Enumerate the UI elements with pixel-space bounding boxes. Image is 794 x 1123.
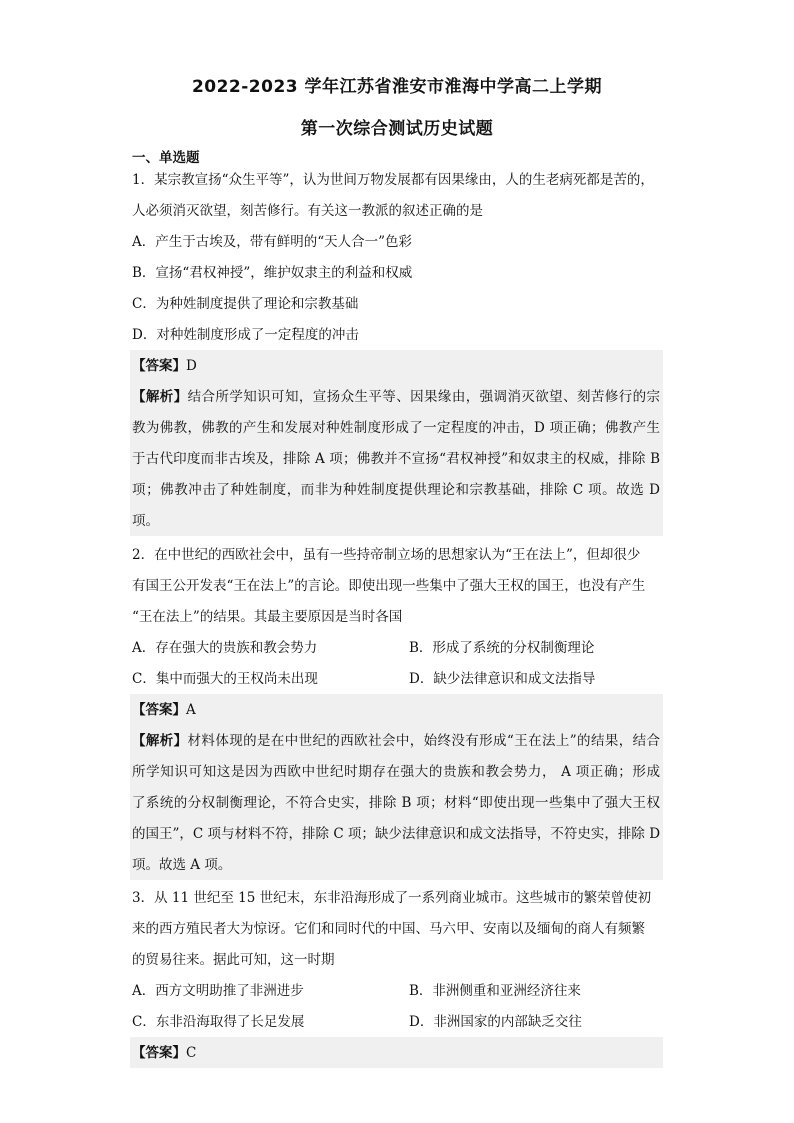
q2-option-b: B．形成了系统的分权制衡理论 (409, 640, 595, 656)
q1-stem-line: 人必须消灭欲望，刻苦修行。有关这一教派的叙述正确的是 (132, 203, 483, 219)
answer-label: 【答案】 (132, 1045, 186, 1061)
section-heading: 一、单选题 (132, 150, 200, 166)
q3-answer (132, 1043, 196, 1063)
q2-analysis-line: 所学知识可知这是因为西欧中世纪时期存在强大的贵族和教会势力， A 项正确；形成 (132, 764, 660, 780)
q3-stem-line: 来的西方殖民者大为惊讶。它们和同时代的中国、马六甲、安南以及缅甸的商人有频繁 (132, 921, 645, 937)
q2-option-c: C．集中而强大的王权尚未出现 (132, 671, 318, 687)
title-line-2: 第一次综合测试历史试题 (300, 119, 494, 139)
q1-answer-block (130, 350, 663, 536)
q3-option-c: C．东非沿海取得了长足发展 (132, 1014, 305, 1030)
answer-label: 【答案】 (132, 702, 186, 718)
q1-analysis-line: 项；佛教冲击了种姓制度，而非为种姓制度提供理论和宗教基础，排除 C 项。故选 D (132, 482, 660, 498)
q1-option-c: C．为种姓制度提供了理论和宗教基础 (132, 296, 359, 312)
q2-stem-line: 2．在中世纪的西欧社会中，虽有一些持帝制立场的思想家认为“王在法上”，但却很少 (132, 547, 641, 563)
q2-analysis-line: 项。故选 A 项。 (132, 857, 232, 873)
q1-analysis-line: 于古代印度而非古埃及，排除 A 项；佛教并不宣扬“君权神授”和奴隶主的权威，排除 B (132, 451, 660, 467)
analysis-label: 【解析】 (132, 733, 188, 749)
q2-analysis-line: 【解析】材料体现的是在中世纪的西欧社会中，始终没有形成“王在法上”的结果，结合 (132, 733, 660, 749)
q2-answer (132, 700, 196, 720)
q2-analysis-line: 了系统的分权制衡理论，不符合史实，排除 B 项；材料“即使出现一些集中了强大王权 (132, 795, 660, 811)
q2-option-a: A．存在强大的贵族和教会势力 (132, 640, 318, 656)
q3-stem-line: 的贸易往来。据此可知，这一时期 (132, 952, 335, 968)
analysis-label: 【解析】 (132, 389, 188, 405)
q3-stem-line: 3．从 11 世纪至 15 世纪末，东非沿海形成了一系列商业城市。这些城市的繁荣曾使初 (132, 890, 652, 906)
answer-label: 【答案】 (132, 358, 186, 374)
q1-analysis-line: 项。 (132, 513, 159, 529)
q1-analysis-line: 【解析】结合所学知识可知，宣扬众生平等、因果缘由，强调消灭欲望、刻苦修行的宗 (132, 389, 661, 405)
q2-option-d: D．缺少法律意识和成文法指导 (409, 671, 596, 687)
q2-answer-block (130, 694, 663, 880)
q2-stem-line: 有国王公开发表“王在法上”的言论。即使出现一些集中了强大王权的国王，也没有产生 (132, 578, 646, 594)
q1-answer (132, 356, 197, 376)
q3-option-d: D．非洲国家的内部缺乏交往 (409, 1014, 582, 1030)
q2-analysis-line: 的国王”，C 项与材料不符，排除 C 项；缺少法律意识和成文法指导，不符史实，排除 D (132, 826, 661, 842)
answer-value: A (186, 702, 196, 718)
answer-value: C (186, 1045, 197, 1061)
q1-option-a: A．产生于古埃及，带有鲜明的“天人合一”色彩 (132, 234, 413, 250)
q3-option-b: B．非洲侧重和亚洲经济往来 (409, 983, 581, 999)
q3-answer-block (130, 1037, 663, 1068)
q2-stem-line: “王在法上”的结果。其最主要原因是当时各国 (132, 609, 403, 625)
q1-stem-line: 1．某宗教宣扬“众生平等”，认为世间万物发展都有因果缘由，人的生老病死都是苦的， (132, 172, 654, 188)
q3-option-a: A．西方文明助推了非洲进步 (132, 983, 304, 999)
answer-value: D (186, 358, 197, 374)
title-line-1: 2022-2023 学年江苏省淮安市淮海中学高二上学期 (191, 77, 603, 97)
q1-analysis-line: 教为佛教，佛教的产生和发展对种姓制度形成了一定程度的冲击，D 项正确；佛教产生 (132, 420, 660, 436)
q1-option-d: D．对种姓制度形成了一定程度的冲击 (132, 327, 359, 343)
q1-option-b: B．宣扬“君权神授”，维护奴隶主的利益和权威 (132, 265, 413, 281)
